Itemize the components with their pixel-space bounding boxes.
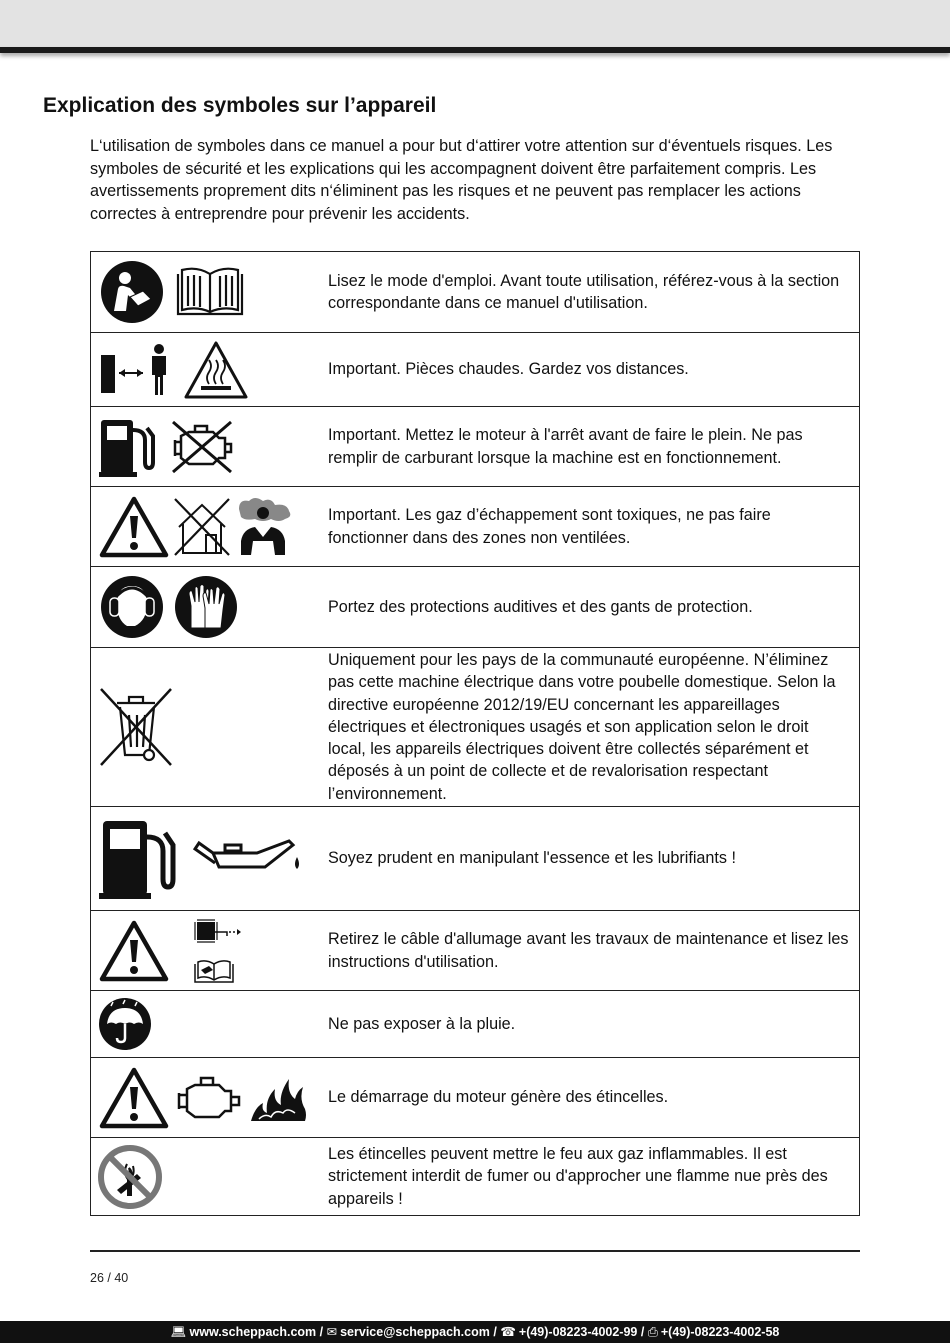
symbol-row (91, 407, 860, 487)
email-icon: ✉ (326, 1325, 338, 1339)
fire-icon (249, 1073, 309, 1123)
engine-icon (175, 1073, 243, 1123)
fuel-pump-icon (99, 817, 177, 901)
header-bar-shadow (0, 47, 950, 53)
symbol-description: Portez des protections auditives et des gants de protection. (320, 567, 860, 648)
computer-icon: 💻︎ (170, 1325, 187, 1339)
symbol-row (91, 648, 860, 807)
symbol-icons-cell (91, 407, 321, 487)
warning-triangle-icon (99, 920, 169, 982)
symbol-row (91, 1138, 860, 1216)
symbol-row (91, 991, 860, 1058)
symbol-description: Important. Mettez le moteur à l'arrêt avant de faire le plein. Ne pas remplir de carburant lorsque la machine est en fonctionnement. (320, 407, 860, 487)
email-link[interactable]: service@scheppach.com (340, 1325, 490, 1339)
symbol-description: Ne pas exposer à la pluie. (320, 991, 860, 1058)
engine-off-icon (169, 418, 235, 476)
footer-divider (90, 1250, 860, 1252)
intro-paragraph: L‘utilisation de symboles dans ce manuel a pour but d‘attirer votre attention sur d‘éventuels risques. Les symboles de sécurité et les explications qui les accompagnent doivent être parfaitement compris. Les avertissements proprement dits n‘éliminent pas les risques et ne peuvent pas remplacer les actions correctes à entreprendre pour prévenir les accidents. (90, 137, 833, 223)
separator: / (493, 1325, 497, 1339)
umbrella-rain-icon (97, 996, 153, 1052)
symbol-description: Uniquement pour les pays de la communauté européenne. N’éliminez pas cette machine électrique dans votre poubelle domestique. Selon la directive européenne 2012/19/EU concernant les appareillages électriques et électroniques usagés et son application selon le droit local, les appareils électriques doivent être collectés séparément et déposés à un point de collecte et de revalorisation respectant l’environnement. (320, 648, 860, 807)
symbol-icons-cell (91, 1138, 321, 1216)
contact-bar (0, 1321, 950, 1343)
hot-surface-warning-icon (183, 340, 249, 400)
fax-number: +(49)-08223-4002-58 (660, 1325, 780, 1339)
gloves-icon (173, 574, 239, 640)
warning-triangle-icon (99, 1067, 169, 1129)
symbol-row (91, 911, 860, 991)
symbol-icons-cell (91, 648, 321, 807)
symbol-icons-cell (91, 333, 321, 407)
warning-triangle-icon (99, 496, 169, 558)
read-manual-icon (99, 259, 165, 325)
header-bar (0, 0, 950, 48)
symbol-icons-cell (91, 487, 321, 567)
open-book-icon (175, 266, 245, 318)
symbol-icons-cell (91, 252, 321, 333)
phone-number[interactable]: +(49)-08223-4002-99 (518, 1325, 638, 1339)
symbols-table (90, 251, 860, 1216)
phone-icon: ☎ (500, 1325, 516, 1339)
symbol-row (91, 252, 860, 333)
symbol-icons-cell (91, 567, 321, 648)
symbol-description: Les étincelles peuvent mettre le feu aux gaz inflammables. Il est strictement interdit de fumer ou d'approcher une flamme nue près des appareils ! (320, 1138, 860, 1216)
page-title: Explication des symboles sur l’appareil (43, 94, 437, 117)
symbol-row (91, 807, 860, 911)
symbol-row (91, 567, 860, 648)
symbol-row (91, 1058, 860, 1138)
no-indoor-use-icon (173, 497, 231, 557)
symbol-description: Important. Pièces chaudes. Gardez vos distances. (320, 333, 860, 407)
symbol-icons-cell (91, 807, 321, 911)
symbol-description: Retirez le câble d'allumage avant les travaux de maintenance et lisez les instructions d'utilisation. (320, 911, 860, 991)
fuel-pump-icon (99, 416, 159, 478)
oil-can-icon (193, 829, 303, 889)
symbol-row (91, 333, 860, 407)
toxic-fumes-icon (235, 497, 295, 557)
fax-icon: ⎙ (647, 1325, 658, 1339)
weee-crossed-bin-icon (97, 685, 175, 769)
no-open-flame-icon (97, 1144, 163, 1210)
symbol-description: Le démarrage du moteur génère des étincelles. (320, 1058, 860, 1138)
ear-protection-icon (99, 574, 165, 640)
symbol-description: Lisez le mode d'emploi. Avant toute utilisation, référez-vous à la section correspondante dans ce manuel d'utilisation. (320, 252, 860, 333)
symbol-row (91, 487, 860, 567)
symbol-icons-cell (91, 991, 321, 1058)
separator: / (640, 1325, 645, 1339)
website-link[interactable]: www.scheppach.com (189, 1325, 317, 1339)
symbol-icons-cell (91, 1058, 321, 1138)
page-number: 26 / 40 (90, 1271, 129, 1285)
symbol-description: Important. Les gaz d’échappement sont toxiques, ne pas faire fonctionner dans des zones non ventilées. (320, 487, 860, 567)
symbol-description: Soyez prudent en manipulant l'essence et les lubrifiants ! (320, 807, 860, 911)
symbol-icons-cell (91, 911, 321, 991)
keep-distance-icon (99, 343, 173, 397)
separator: / (319, 1325, 324, 1339)
spark-plug-manual-icon (193, 918, 241, 984)
